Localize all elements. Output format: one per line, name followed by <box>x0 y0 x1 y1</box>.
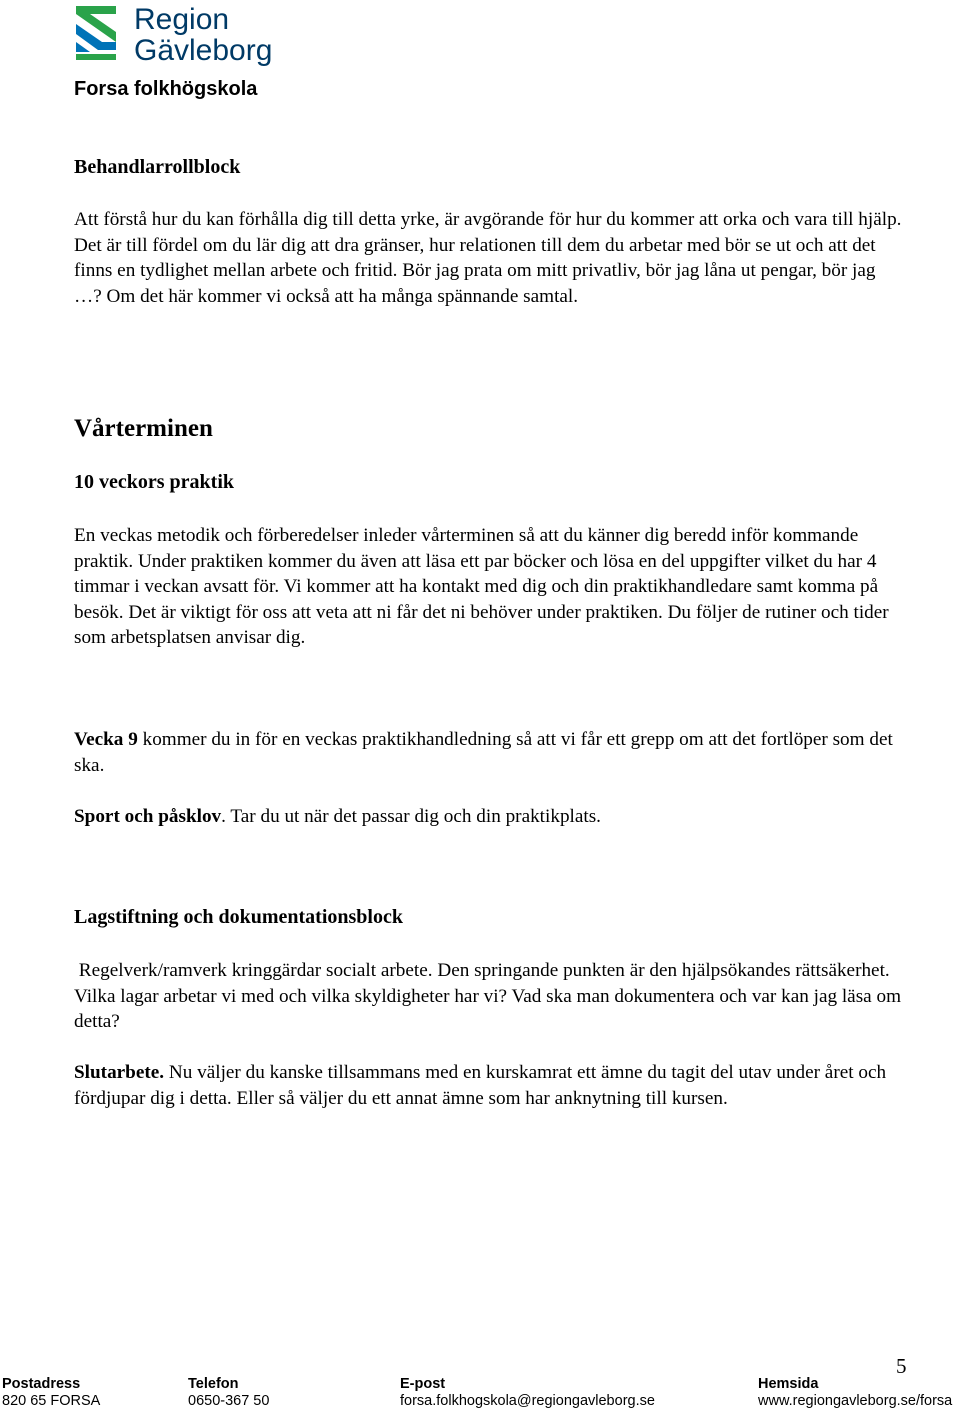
sport-text: . Tar du ut när det passar dig och din praktikplats. <box>221 806 601 827</box>
vecka9-text: kommer du in för en veckas praktikhandledning så att vi får ett grepp om att det fortlöper som det ska. <box>74 729 893 776</box>
paragraph-sport <box>74 804 904 830</box>
footer-hemsida-value[interactable]: www.regiongavleborg.se/forsa <box>758 1393 953 1409</box>
footer-epost-value[interactable]: forsa.folkhogskola@regiongavleborg.se <box>400 1393 655 1409</box>
footer-postadress-value: 820 65 FORSA <box>2 1393 101 1409</box>
heading-behandlarrollblock: Behandlarrollblock <box>74 156 241 178</box>
footer-telefon-value: 0650-367 50 <box>188 1393 270 1409</box>
heading-varterminen: Vårterminen <box>74 415 213 442</box>
paragraph-praktik: En veckas metodik och förberedelser inleder vårterminen så att du känner dig beredd inför kommande praktik. Under praktiken kommer du även att läsa ett par böcker och lösa en del uppgifter vilket du har 4 timmar i veckan avsatt för. Vi kommer att ha kontakt med dig och din praktikhandledare samt komma på besök. Det är viktigt för oss att veta att ni får det ni behöver under praktiken. Du följer de rutiner och tider som arbetsplatsen anvisar dig. <box>74 525 889 649</box>
logo-line-region: Region <box>134 3 230 36</box>
footer-hemsida <box>758 1376 952 1410</box>
footer-postadress-label: Postadress <box>2 1376 81 1392</box>
school-name: Forsa folkhögskola <box>74 78 258 100</box>
footer-telefon-label: Telefon <box>188 1376 239 1392</box>
heading-lagstiftning: Lagstiftning och dokumentationsblock <box>74 906 403 928</box>
paragraph-lagstiftning: Regelverk/ramverk kringgärdar socialt arbete. Den springande punkten är den hjälpsökandes rättsäkerhet. Vilka lagar arbetar vi med och vilka skyldigheter har vi? Vad ska man dokumentera och var kan jag läsa om detta? <box>74 960 906 1033</box>
footer-epost-label: E-post <box>400 1376 446 1392</box>
paragraph-slutarbete <box>74 1060 904 1111</box>
paragraph-vecka9 <box>74 727 904 778</box>
footer-postadress <box>2 1376 100 1410</box>
page-number: 5 <box>896 1354 907 1378</box>
sport-label: Sport och påsklov <box>74 806 222 827</box>
vecka9-label: Vecka 9 <box>74 729 138 750</box>
paragraph-behandlarrollblock: Att förstå hur du kan förhålla dig till detta yrke, är avgörande för hur du kommer att orka och vara till hjälp. Det är till fördel om du lär dig att dra gränser, hur relationen till dem du arbetar med bör se ut och att det finns en tydlighet mellan arbete och fritid. Bör jag prata om mitt privatliv, bör jag låna ut pengar, bör jag …? Om det här kommer vi också att ha många spännande samtal. <box>74 209 902 307</box>
footer-epost <box>400 1376 655 1410</box>
logo-line-gavleborg: Gävleborg <box>134 34 273 67</box>
footer-hemsida-label: Hemsida <box>758 1376 819 1392</box>
region-logo-icon <box>72 2 120 60</box>
slutarbete-text: Nu väljer du kanske tillsammans med en kurskamrat ett ämne du tagit del utav under året och fördjupar dig i detta. Eller så väljer du ett annat ämne som har anknytning till kursen. <box>74 1062 887 1109</box>
footer-telefon <box>188 1376 269 1410</box>
region-gavleborg-logo <box>72 2 272 66</box>
slutarbete-label: Slutarbete. <box>74 1062 165 1083</box>
heading-praktik: 10 veckors praktik <box>74 471 234 493</box>
